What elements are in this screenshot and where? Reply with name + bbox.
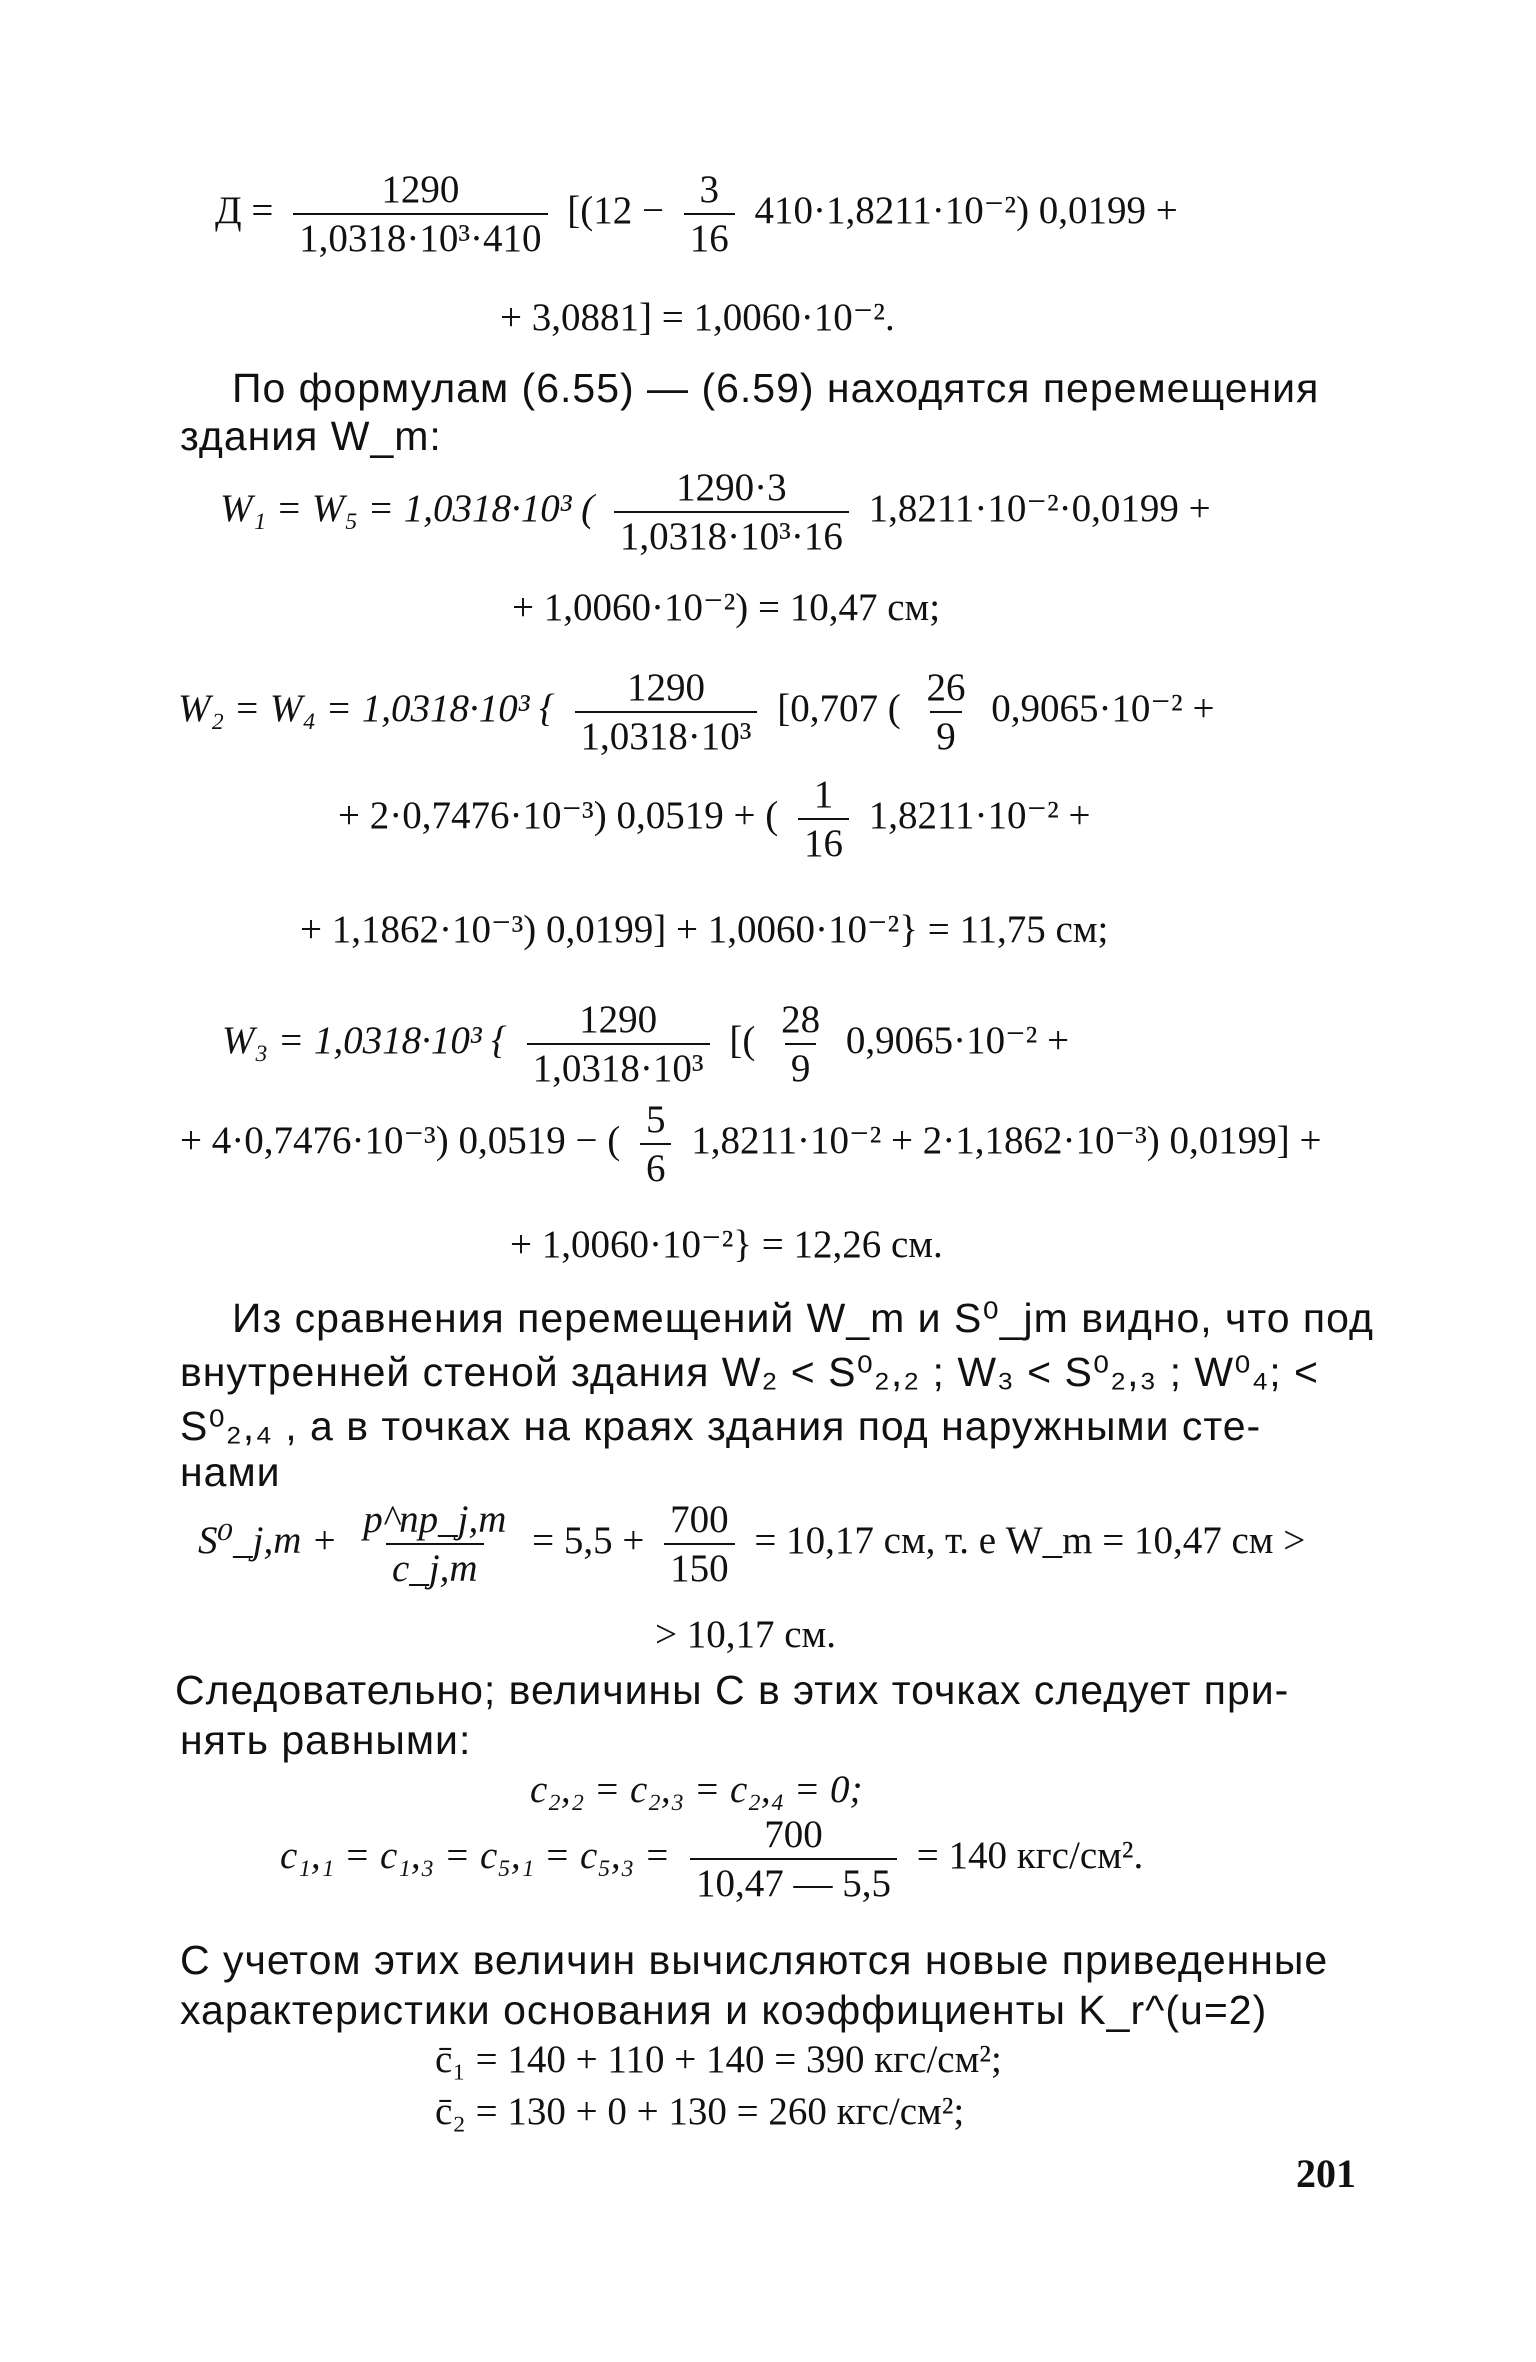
eq-c-rhs: = 140 кгс/см². xyxy=(916,1833,1144,1877)
eq-w2-lhs: W₂ = W₄ = 1,0318·10³ { xyxy=(178,686,555,730)
eq-w1-rest: 1,8211·10⁻²·0,0199 + xyxy=(868,486,1211,530)
fraction-denominator: c_j,m xyxy=(386,1543,484,1588)
eq-c-line1: c₂,₂ = c₂,₃ = c₂,₄ = 0; xyxy=(530,1768,863,1811)
eq-s-fraction-2 xyxy=(664,1500,735,1588)
paragraph-4-line-2: характеристики основания и коэффициенты K_r^(u=2) xyxy=(180,1987,1268,2033)
eq-w2-fraction-3 xyxy=(798,775,849,863)
paragraph-2-line-4: нами xyxy=(180,1449,281,1495)
eq-w3-rest: 0,9065·10⁻² + xyxy=(845,1018,1070,1062)
eq-w1-line2 xyxy=(512,588,940,627)
fraction-denominator: 9 xyxy=(930,711,962,756)
eq-w3-fraction-2 xyxy=(775,1000,826,1088)
eq-d-result: + 3,0881] = 1,0060·10⁻². xyxy=(500,296,895,339)
fraction-numerator: 5 xyxy=(645,1098,666,1141)
paragraph-2-line-2: внутренней стеной здания W₂ < S⁰₂,₂ ; W₃ < S⁰₂,₃ ; W⁰₄; < xyxy=(180,1349,1319,1395)
eq-d-fraction-2 xyxy=(684,170,735,258)
eq-w3-line2-a: + 4·0,7476·10⁻³) 0,0519 − ( xyxy=(180,1118,621,1162)
eq-w3-fraction-1 xyxy=(527,1000,710,1088)
eq-w2-middle: [0,707 ( xyxy=(777,686,901,730)
paragraph-1-line-2: здания W_m: xyxy=(180,413,442,459)
eq-w2-result: + 1,1862·10⁻³) 0,0199] + 1,0060·10⁻²} = 11,75 см; xyxy=(300,908,1109,951)
paragraph-4-line-1: С учетом этих величин вычисляются новые приведенные xyxy=(180,1937,1329,1983)
fraction-numerator: 1 xyxy=(813,773,834,816)
paragraph-2-line-3: S⁰₂,₄ , а в точках на краях здания под наружными сте- xyxy=(180,1403,1262,1449)
page-number: 201 xyxy=(1296,2151,1356,2196)
eq-w3-line2 xyxy=(180,1100,1322,1188)
eq-w2-line2-b: 1,8211·10⁻² + xyxy=(868,793,1091,837)
eq-w1-result: + 1,0060·10⁻²) = 10,47 см; xyxy=(512,586,941,629)
eq-s-rest: = 10,17 см, т. е W_m = 10,47 см > xyxy=(754,1518,1306,1562)
eq-w2-line3 xyxy=(300,910,1108,949)
eq-w3-middle: [( xyxy=(729,1018,756,1062)
paragraph-2-line-1: Из сравнения перемещений W_m и S⁰_jm видно, что под xyxy=(232,1295,1374,1341)
eq-c-lhs: c₁,₁ = c₁,₃ = c₅,₁ = c₅,₃ = xyxy=(280,1833,671,1877)
eq-s-result: > 10,17 см. xyxy=(655,1613,836,1656)
fraction-numerator: 1290 xyxy=(381,168,460,211)
fraction-numerator: 1290 xyxy=(579,998,658,1041)
eq-d-line2 xyxy=(500,298,895,337)
fraction-denominator: 16 xyxy=(798,818,849,863)
fraction-denominator: 6 xyxy=(640,1143,672,1188)
eq-s-lhs: S⁰_j,m + xyxy=(198,1518,338,1562)
eq-d-lhs: Д = xyxy=(215,188,274,232)
fraction-denominator: 9 xyxy=(785,1043,817,1088)
fraction-denominator: 1,0318·10³ xyxy=(575,711,758,756)
eq-s-line2 xyxy=(655,1615,836,1654)
fraction-numerator: 1290·3 xyxy=(676,466,787,509)
fraction-denominator: 16 xyxy=(684,213,735,258)
fraction-denominator: 1,0318·10³ xyxy=(527,1043,710,1088)
eq-w3-lhs: W₃ = 1,0318·10³ { xyxy=(222,1018,507,1062)
eq-w2-line1 xyxy=(178,668,1214,756)
fraction-denominator: 10,47 — 5,5 xyxy=(690,1858,897,1903)
fraction-numerator: 700 xyxy=(670,1498,729,1541)
fraction-denominator: 1,0318·10³·16 xyxy=(614,511,849,556)
eq-w3-fraction-3 xyxy=(640,1100,672,1188)
eq-w2-line2 xyxy=(338,775,1091,863)
fraction-numerator: 28 xyxy=(781,998,821,1041)
eq-cbar-line2: c̄₂ = 130 + 0 + 130 = 260 кгс/см²; xyxy=(435,2090,965,2133)
eq-c-fraction xyxy=(690,1815,897,1903)
paragraph-3-line-2: нять равными: xyxy=(180,1717,472,1763)
eq-d-middle: 410·1,8211·10⁻²) 0,0199 + xyxy=(754,188,1178,232)
fraction-numerator: 700 xyxy=(764,1813,823,1856)
eq-d-line1 xyxy=(215,170,1178,258)
fraction-denominator: 150 xyxy=(664,1543,735,1588)
eq-w1-lhs: W₁ = W₅ = 1,0318·10³ ( xyxy=(220,486,595,530)
fraction-numerator: 1290 xyxy=(626,666,705,709)
eq-w3-line3 xyxy=(510,1225,943,1264)
eq-w1-line1 xyxy=(220,468,1211,556)
eq-w3-result: + 1,0060·10⁻²} = 12,26 см. xyxy=(510,1223,943,1266)
fraction-numerator: 26 xyxy=(926,666,966,709)
eq-d-bracket-open: [(12 − xyxy=(567,188,665,232)
eq-w2-fraction-2 xyxy=(920,668,971,756)
eq-s-middle: = 5,5 + xyxy=(532,1518,645,1562)
eq-cbar-line1: c̄₁ = 140 + 110 + 140 = 390 кгс/см²; xyxy=(435,2038,1002,2081)
eq-w3-line2-b: 1,8211·10⁻² + 2·1,1862·10⁻³) 0,0199] + xyxy=(691,1118,1322,1162)
eq-s-fraction-1 xyxy=(357,1500,512,1588)
paragraph-3-line-1: Следовательно; величины C в этих точках следует при- xyxy=(175,1667,1290,1713)
eq-w2-fraction-1 xyxy=(575,668,758,756)
fraction-numerator: 3 xyxy=(699,168,720,211)
eq-w2-rest: 0,9065·10⁻² + xyxy=(991,686,1215,730)
fraction-denominator: 1,0318·10³·410 xyxy=(293,213,547,258)
paragraph-1-line-1: По формулам (6.55) — (6.59) находятся перемещения xyxy=(232,365,1320,411)
eq-w3-line1 xyxy=(222,1000,1069,1088)
eq-c-line2 xyxy=(280,1815,1143,1903)
eq-s-line1 xyxy=(198,1500,1305,1588)
fraction-numerator: p^пр_j,m xyxy=(363,1498,507,1541)
eq-d-fraction-1 xyxy=(293,170,547,258)
eq-w2-line2-a: + 2·0,7476·10⁻³) 0,0519 + ( xyxy=(338,793,779,837)
eq-w1-fraction xyxy=(614,468,849,556)
